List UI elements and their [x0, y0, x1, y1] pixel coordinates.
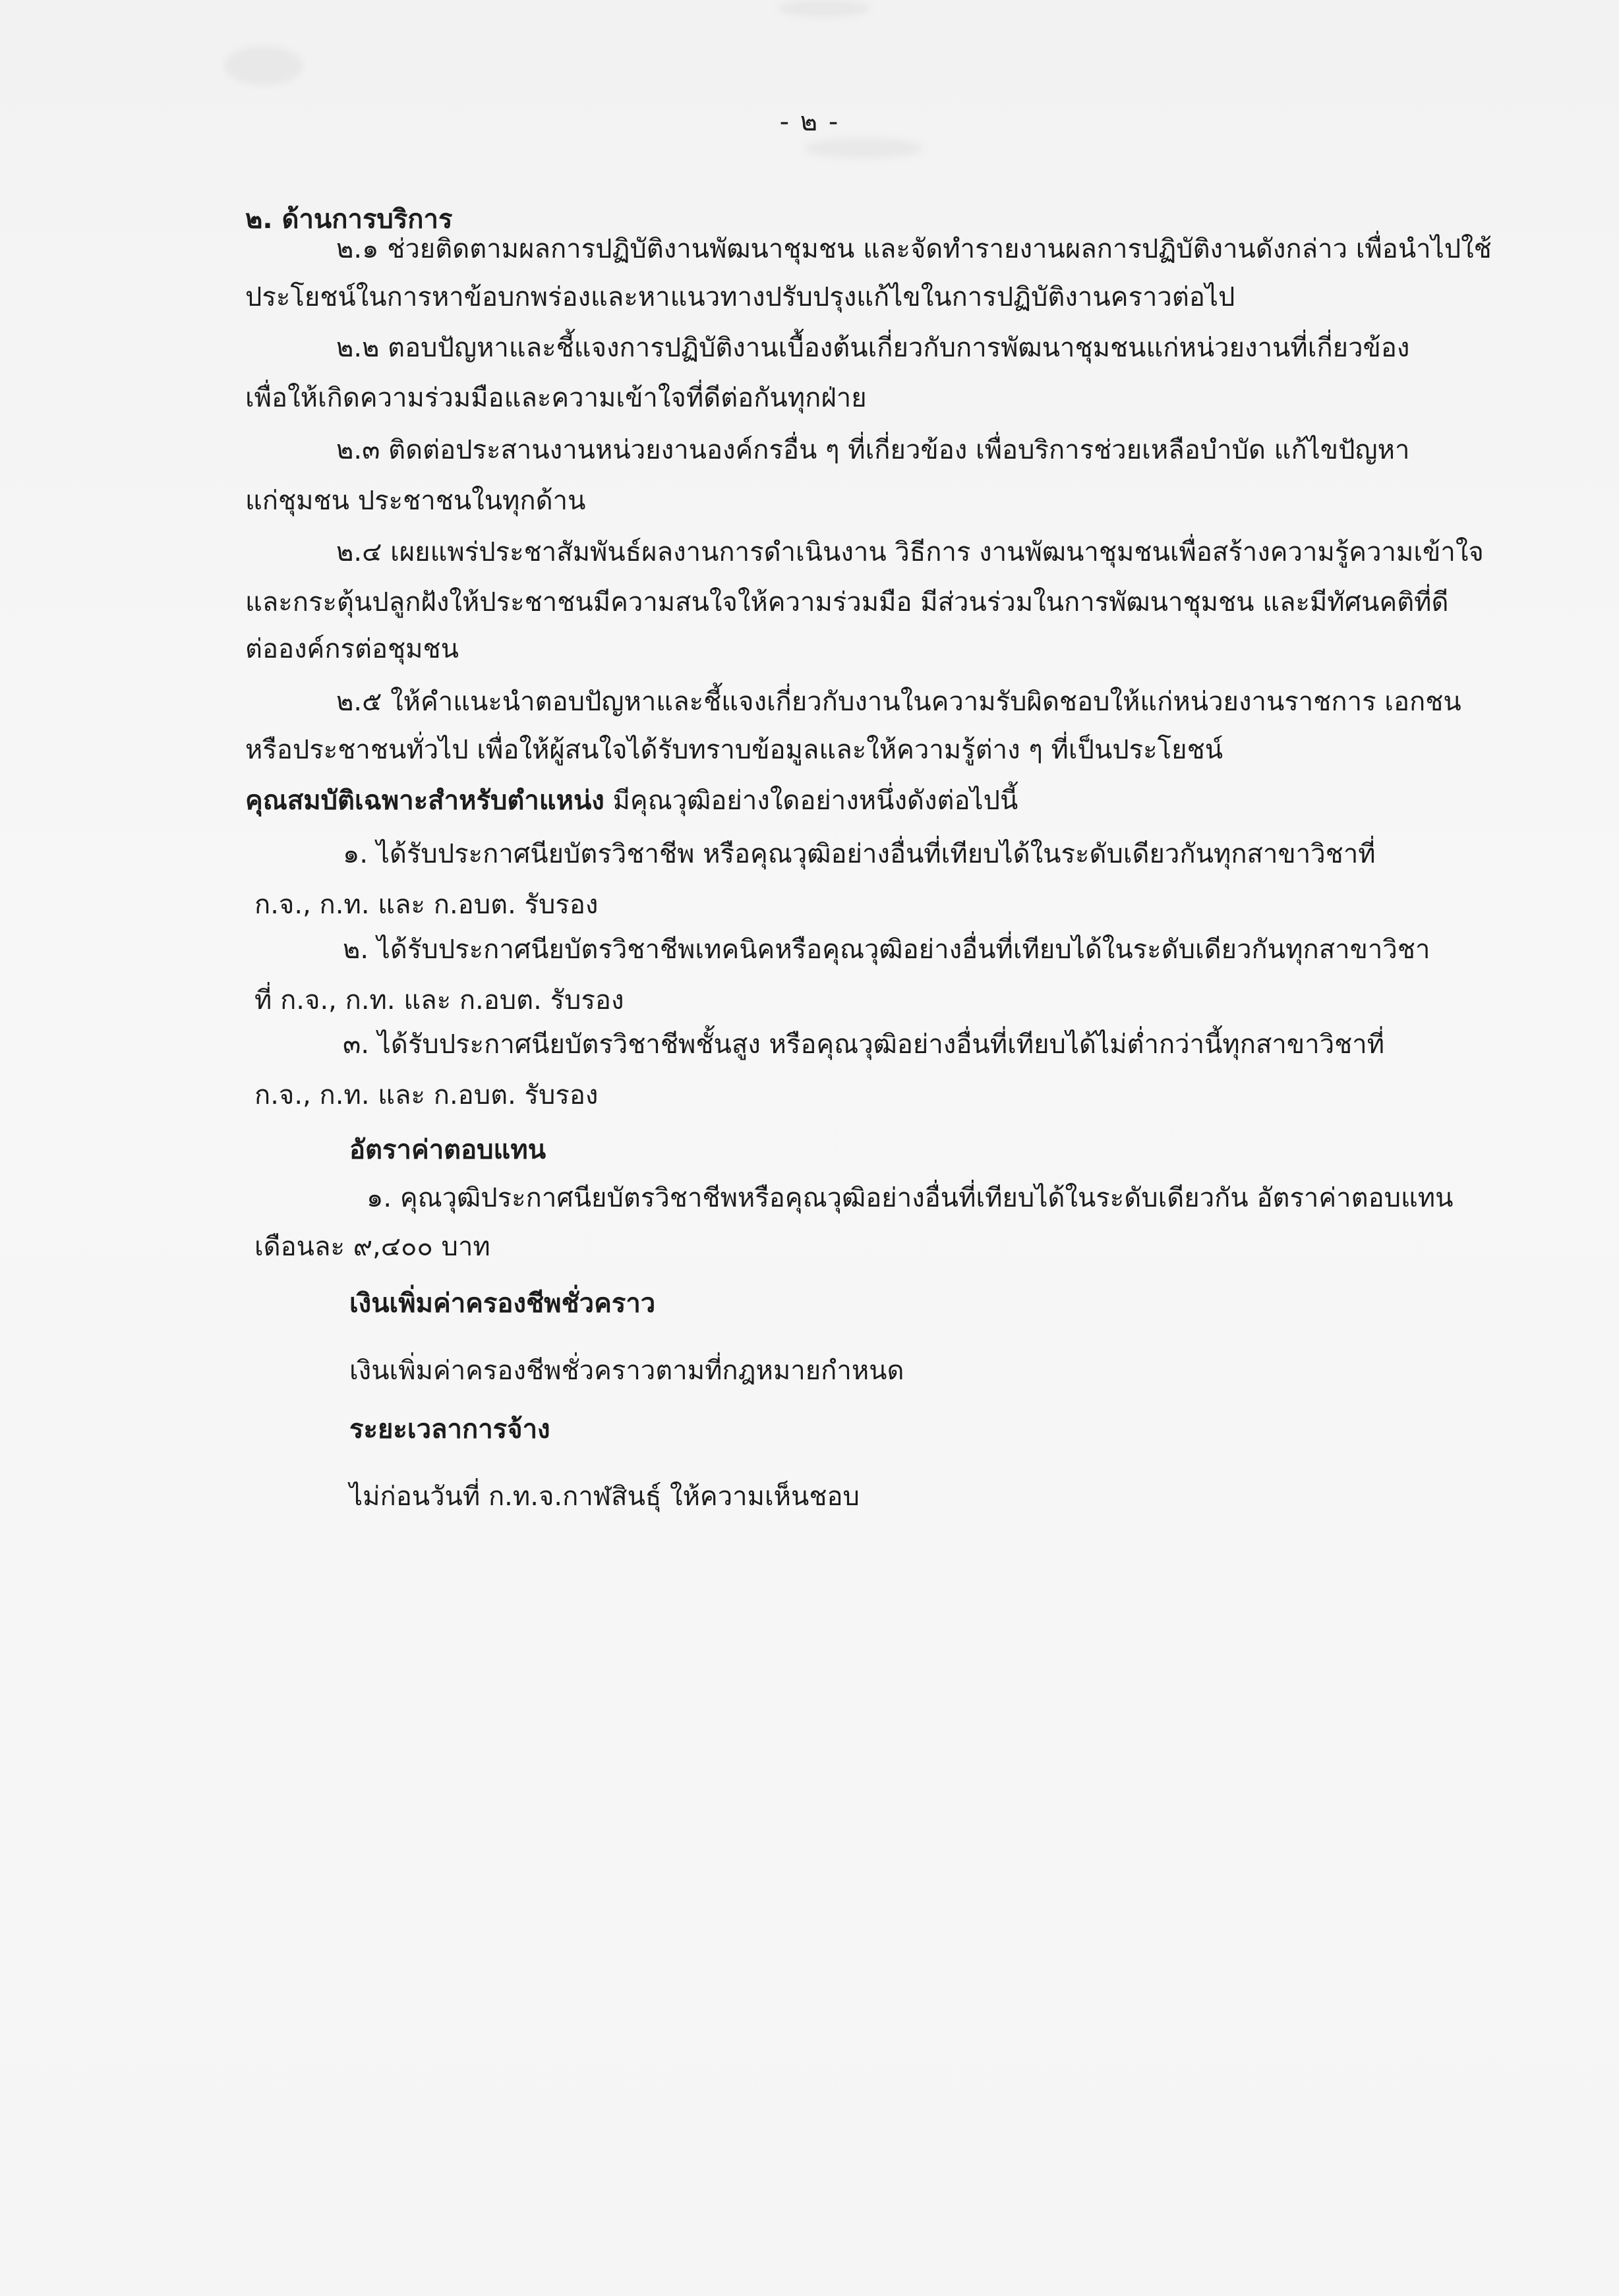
- item-2-5-line2: หรือประชาชนทั่วไป เพื่อให้ผู้สนใจได้รับทราบข้อมูลและให้ความรู้ต่าง ๆ ที่เป็นประโยชน์: [245, 735, 1223, 765]
- allowance-heading: เงินเพิ่มค่าครองชีพชั่วคราว: [349, 1288, 656, 1319]
- item-2-3-line2: แก่ชุมชน ประชาชนในทุกด้าน: [245, 486, 586, 516]
- item-2-3-line1: ๒.๓ ติดต่อประสานงานหน่วยงานองค์กรอื่น ๆ ที่เกี่ยวข้อง เพื่อบริการช่วยเหลือบำบัด แก้ไขปัญหา: [336, 435, 1410, 465]
- scan-smudge: [778, 0, 870, 17]
- qualifications-heading: [245, 782, 1018, 819]
- compensation-heading: อัตราค่าตอบแทน: [349, 1135, 546, 1165]
- allowance-text: เงินเพิ่มค่าครองชีพชั่วคราวตามที่กฎหมายกำหนด: [349, 1356, 904, 1386]
- qualification-3-line1: ๓. ได้รับประกาศนียบัตรวิชาชีพชั้นสูง หรือคุณวุฒิอย่างอื่นที่เทียบได้ไม่ต่ำกว่านี้ทุกสาขาวิชาที่: [343, 1029, 1385, 1060]
- compensation-line2: เดือนละ ๙,๔๐๐ บาท: [254, 1232, 490, 1262]
- item-2-4-line1: ๒.๔ เผยแพร่ประชาสัมพันธ์ผลงานการดำเนินงาน วิธีการ งานพัฒนาชุมชนเพื่อสร้างความรู้ความเข้าใจ: [336, 537, 1484, 567]
- item-2-5-line1: ๒.๕ ให้คำแนะนำตอบปัญหาและชี้แจงเกี่ยวกับงานในความรับผิดชอบให้แก่หน่วยงานราชการ เอกชน: [336, 687, 1461, 717]
- qualifications-heading-bold: คุณสมบัติเฉพาะสำหรับตำแหน่ง: [245, 786, 604, 816]
- compensation-line1: ๑. คุณวุฒิประกาศนียบัตรวิชาชีพหรือคุณวุฒิอย่างอื่นที่เทียบได้ในระดับเดียวกัน อัตราค่าตอบแทน: [367, 1183, 1454, 1213]
- item-2-1-line2: ประโยชน์ในการหาข้อบกพร่องและหาแนวทางปรับปรุงแก้ไขในการปฏิบัติงานคราวต่อไป: [245, 282, 1235, 312]
- item-2-1-line1: ๒.๑ ช่วยติดตามผลการปฏิบัติงานพัฒนาชุมชน และจัดทำรายงานผลการปฏิบัติงานดังกล่าว เพื่อนำไปใช้: [336, 234, 1492, 264]
- section-heading-services: ๒. ด้านการบริการ: [245, 204, 453, 235]
- item-2-2-line2: เพื่อให้เกิดความร่วมมือและความเข้าใจที่ดีต่อกันทุกฝ่าย: [245, 383, 867, 413]
- qualification-3-line2: ก.จ., ก.ท. และ ก.อบต. รับรอง: [254, 1080, 599, 1110]
- scan-smudge: [224, 46, 303, 86]
- page-number: - ๒ -: [779, 107, 840, 137]
- item-2-4-line3: ต่อองค์กรต่อชุมชน: [245, 634, 459, 664]
- qualification-2-line2: ที่ ก.จ., ก.ท. และ ก.อบต. รับรอง: [254, 985, 624, 1016]
- qualification-2-line1: ๒. ได้รับประกาศนียบัตรวิชาชีพเทคนิคหรือคุณวุฒิอย่างอื่นที่เทียบได้ในระดับเดียวกันทุกสาขาวิชา: [343, 934, 1430, 965]
- duration-heading: ระยะเวลาการจ้าง: [349, 1414, 550, 1445]
- qualification-1-line2: ก.จ., ก.ท. และ ก.อบต. รับรอง: [254, 890, 599, 920]
- item-2-4-line2: และกระตุ้นปลูกฝังให้ประชาชนมีความสนใจให้ความร่วมมือ มีส่วนร่วมในการพัฒนาชุมชน และมีทัศนคติที่ดี: [245, 587, 1449, 617]
- item-2-2-line1: ๒.๒ ตอบปัญหาและชี้แจงการปฏิบัติงานเบื้องต้นเกี่ยวกับการพัฒนาชุมชนแก่หน่วยงานที่เกี่ยวข้อง: [336, 333, 1410, 363]
- duration-text: ไม่ก่อนวันที่ ก.ท.จ.กาฬสินธุ์ ให้ความเห็นชอบ: [349, 1481, 860, 1512]
- qualifications-heading-rest: มีคุณวุฒิอย่างใดอย่างหนึ่งดังต่อไปนี้: [604, 786, 1018, 816]
- qualification-1-line1: ๑. ได้รับประกาศนียบัตรวิชาชีพ หรือคุณวุฒิอย่างอื่นที่เทียบได้ในระดับเดียวกันทุกสาขาวิชาที่: [343, 839, 1376, 869]
